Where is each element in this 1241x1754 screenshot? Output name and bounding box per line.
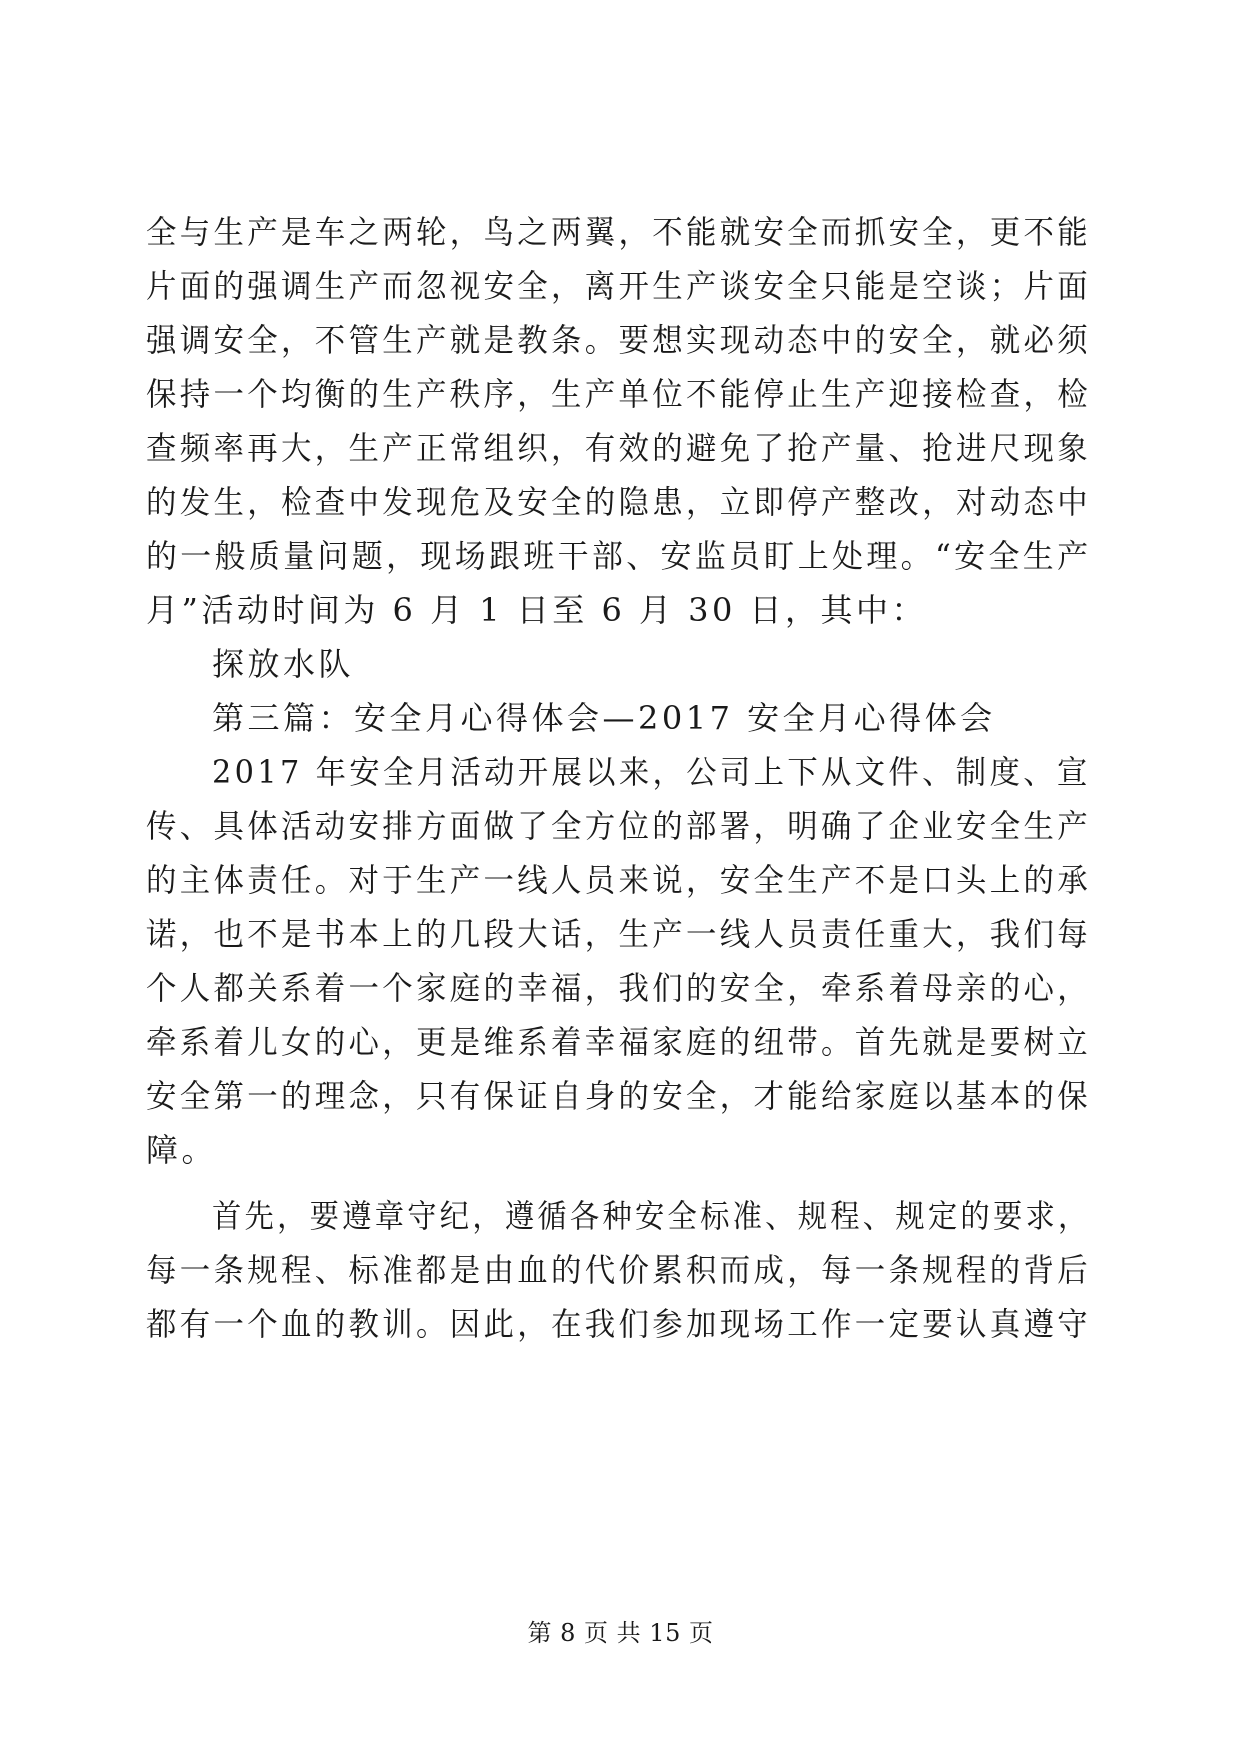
body-line: 月”活动时间为 6 月 1 日至 6 月 30 日，其中： [146, 591, 928, 629]
body-line: 都有一个血的教训。因此，在我们参加现场工作一定要认真遵守 [146, 1305, 1092, 1343]
body-line: 每一条规程、标准都是由血的代价累积而成，每一条规程的背后 [146, 1251, 1092, 1289]
body-line: 首先，要遵章守纪，遵循各种安全标准、规程、规定的要求， [212, 1197, 1091, 1235]
body-line: 查频率再大，生产正常组织，有效的避免了抢产量、抢进尺现象 [146, 429, 1092, 467]
body-line: 安全第一的理念，只有保证自身的安全，才能给家庭以基本的保 [146, 1077, 1092, 1115]
body-line: 全与生产是车之两轮，鸟之两翼，不能就安全而抓安全，更不能 [146, 213, 1092, 251]
body-line: 的一般质量问题，现场跟班干部、安监员盯上处理。“安全生产 [146, 537, 1092, 575]
body-line: 传、具体活动安排方面做了全方位的部署，明确了企业安全生产 [146, 807, 1092, 845]
page-number: 第 8 页 共 15 页 [527, 1619, 714, 1647]
team-name: 探放水队 [212, 645, 355, 683]
body-line: 诺，也不是书本上的几段大话，生产一线人员责任重大，我们每 [146, 915, 1092, 953]
body-line: 2017 年安全月活动开展以来，公司上下从文件、制度、宣 [212, 753, 1091, 791]
body-line: 强调安全，不管生产就是教条。要想实现动态中的安全，就必须 [146, 321, 1092, 359]
page-footer [0, 1618, 1241, 1648]
body-line: 障。 [146, 1131, 218, 1169]
body-line: 个人都关系着一个家庭的幸福，我们的安全，牵系着母亲的心， [146, 969, 1092, 1007]
body-line: 牵系着儿女的心，更是维系着幸福家庭的纽带。首先就是要树立 [146, 1023, 1092, 1061]
body-line: 保持一个均衡的生产秩序，生产单位不能停止生产迎接检查，检 [146, 375, 1092, 413]
body-line: 的发生，检查中发现危及安全的隐患，立即停产整改，对动态中 [146, 483, 1092, 521]
body-line: 的主体责任。对于生产一线人员来说，安全生产不是口头上的承 [146, 861, 1092, 899]
section-heading: 第三篇：安全月心得体会—2017 安全月心得体会 [212, 699, 996, 737]
body-line: 片面的强调生产而忽视安全，离开生产谈安全只能是空谈；片面 [146, 267, 1092, 305]
